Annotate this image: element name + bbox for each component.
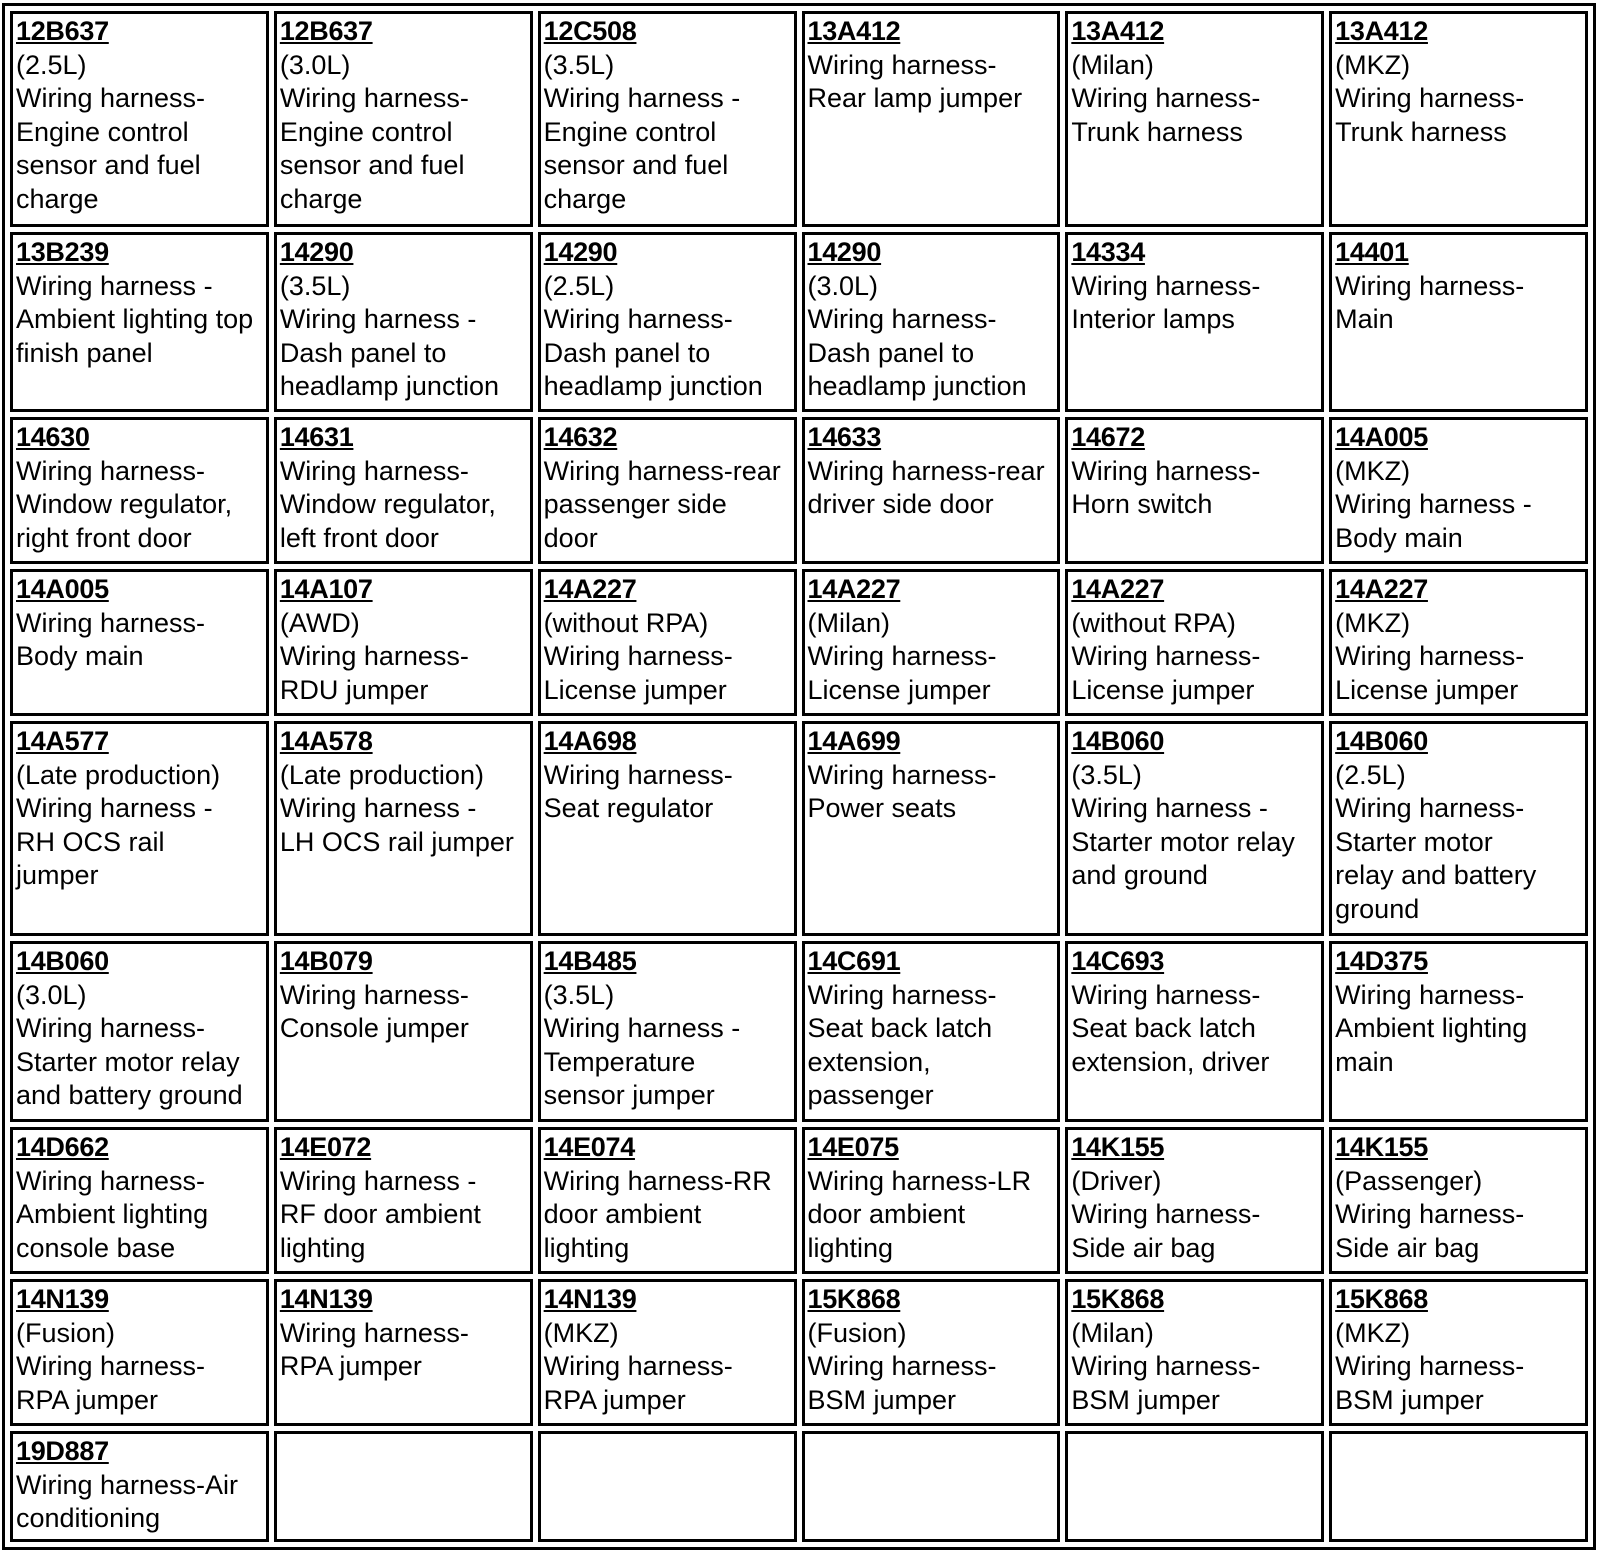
part-description-line: Wiring harness-Air	[16, 1469, 239, 1500]
part-description-line: Window regulator,	[279, 489, 496, 519]
table-cell	[1065, 417, 1324, 564]
part-description-line: Wiring harness -	[1071, 793, 1268, 823]
table-cell	[802, 569, 1061, 716]
part-number-link[interactable]: 14D375	[1335, 946, 1428, 976]
part-description-line: Wiring harness-	[807, 979, 997, 1010]
part-description-line: lighting	[543, 1232, 630, 1263]
table-cell	[10, 11, 269, 227]
part-description-line: Wiring harness-	[1071, 270, 1261, 301]
part-description-line: finish panel	[16, 337, 153, 368]
part-description-line: Power seats	[807, 793, 957, 823]
part-number-link[interactable]: 14A699	[807, 726, 901, 756]
part-description-line: ground	[1335, 893, 1420, 924]
empty-table-cell	[1329, 1431, 1588, 1542]
part-description-line: and battery ground	[16, 1080, 243, 1110]
part-number-link[interactable]: 15K868	[807, 1284, 901, 1314]
part-description-line: Ambient lighting top	[16, 304, 254, 334]
table-cell	[10, 417, 269, 564]
part-number-link[interactable]: 14A005	[16, 574, 109, 604]
part-description-line: Body main	[16, 641, 144, 671]
part-number-link[interactable]: 14A227	[807, 574, 901, 604]
part-description-line: Wiring harness -	[279, 793, 477, 823]
part-description-line: (3.5L)	[1071, 759, 1142, 790]
part-description-line: Wiring harness-	[279, 83, 469, 113]
part-description-line: Wiring harness-	[1071, 1199, 1261, 1229]
part-description-line: Wiring harness -	[16, 793, 213, 823]
table-cell	[1329, 417, 1588, 564]
part-description-line: and ground	[1071, 860, 1208, 890]
table-cell	[274, 721, 533, 936]
part-description-line: (without RPA)	[543, 607, 709, 638]
part-description-line: BSM jumper	[807, 1384, 957, 1415]
part-description-line: Wiring harness-	[807, 759, 997, 790]
part-description-line: RF door ambient	[279, 1199, 481, 1229]
part-description-line: Wiring harness -	[279, 304, 477, 334]
part-description-line: BSM jumper	[1335, 1384, 1484, 1415]
part-description-line: Wiring harness-	[279, 979, 469, 1010]
table-cell	[10, 232, 269, 412]
part-number-link[interactable]: 14A698	[543, 726, 637, 756]
part-description-line: Engine control	[543, 116, 717, 147]
part-number-link[interactable]: 14A107	[279, 574, 373, 604]
part-description-line: headlamp junction	[279, 371, 499, 401]
part-number-link[interactable]: 14K155	[1335, 1132, 1428, 1162]
part-description-line: RPA jumper	[16, 1384, 159, 1415]
part-description-line: sensor jumper	[543, 1080, 715, 1110]
table-cell	[802, 417, 1061, 564]
table-cell	[274, 417, 533, 564]
part-description-line: (without RPA)	[1071, 607, 1236, 638]
table-cell	[538, 941, 797, 1122]
part-number-link[interactable]: 13A412	[807, 16, 901, 46]
part-description-line: Ambient lighting	[1335, 1013, 1528, 1043]
part-description-line: Side air bag	[1071, 1232, 1216, 1263]
part-description-line: (MKZ)	[1335, 1317, 1411, 1348]
part-number-link[interactable]: 14290	[543, 237, 618, 267]
part-description-line: Wiring harness-	[16, 1351, 206, 1381]
part-description-line: (Passenger)	[1335, 1165, 1483, 1196]
part-description-line: Wiring harness-	[1335, 83, 1525, 113]
table-cell	[10, 941, 269, 1122]
part-description-line: Rear lamp jumper	[807, 83, 1023, 113]
part-description-line: Wiring harness-RR	[543, 1165, 772, 1196]
part-description-line: Wiring harness-rear	[807, 455, 1045, 486]
part-description-line: Wiring harness -	[543, 83, 741, 113]
part-description-line: Wiring harness-rear	[543, 455, 781, 486]
table-cell	[538, 417, 797, 564]
table-cell	[1065, 1279, 1324, 1426]
table-cell	[1065, 1127, 1324, 1274]
part-description-line: (3.0L)	[807, 270, 879, 301]
part-description-line: (Late production)	[16, 759, 221, 790]
table-cell	[802, 232, 1061, 412]
part-description-line: Seat back latch	[1071, 1013, 1256, 1043]
table-cell	[10, 569, 269, 716]
part-description-line: charge	[16, 183, 99, 214]
empty-table-cell	[274, 1431, 533, 1542]
part-description-line: Trunk harness	[1335, 116, 1507, 147]
part-description-line: door	[543, 522, 598, 553]
part-description-line: jumper	[16, 860, 99, 890]
part-description-line: Wiring harness-	[1071, 641, 1261, 671]
part-description-line: (MKZ)	[1335, 455, 1411, 486]
table-cell	[274, 1127, 533, 1274]
part-description-line: RH OCS rail	[16, 826, 165, 857]
part-number-link[interactable]: 14A578	[279, 726, 373, 756]
part-description-line: Wiring harness -	[1335, 489, 1532, 519]
part-description-line: conditioning	[16, 1503, 161, 1533]
table-cell	[538, 1279, 797, 1426]
table-cell	[1329, 569, 1588, 716]
part-description-line: Wiring harness-	[543, 759, 733, 790]
part-description-line: (2.5L)	[16, 49, 87, 80]
part-description-line: LH OCS rail jumper	[279, 826, 514, 857]
table-cell	[274, 11, 533, 227]
part-description-line: Dash panel to	[279, 337, 447, 368]
part-description-line: (Milan)	[807, 607, 891, 638]
part-description-line: Wiring harness -	[543, 1013, 741, 1043]
table-cell	[1329, 11, 1588, 227]
table-cell	[1329, 941, 1588, 1122]
table-cell	[538, 569, 797, 716]
part-description-line: Wiring harness-LR	[807, 1165, 1032, 1196]
part-description-line: Wiring harness-	[1071, 83, 1261, 113]
part-description-line: Wiring harness-	[1335, 979, 1525, 1010]
part-description-line: Ambient lighting	[16, 1199, 209, 1229]
table-cell	[274, 569, 533, 716]
part-description-line: Wiring harness-	[279, 641, 469, 671]
part-description-line: Starter motor relay	[16, 1046, 240, 1077]
part-description-line: (Late production)	[279, 759, 484, 790]
part-description-line: relay and battery	[1335, 860, 1537, 890]
table-cell	[1065, 941, 1324, 1122]
table-cell	[1329, 721, 1588, 936]
part-description-line: Wiring harness-	[279, 1317, 469, 1348]
part-description-line: console base	[16, 1232, 176, 1263]
part-description-line: Wiring harness-	[1071, 455, 1261, 486]
part-description-line: (MKZ)	[543, 1317, 619, 1348]
table-cell	[274, 941, 533, 1122]
part-description-line: (3.0L)	[16, 979, 87, 1010]
part-description-line: charge	[543, 183, 627, 214]
part-number-link[interactable]: 14290	[807, 237, 882, 267]
part-description-line: lighting	[279, 1232, 366, 1263]
part-number-link[interactable]: 14A577	[16, 726, 109, 756]
table-cell	[10, 1127, 269, 1274]
part-description-line: Wiring harness-	[16, 83, 206, 113]
part-number-link[interactable]: 14401	[1335, 237, 1409, 267]
empty-table-cell	[802, 1431, 1061, 1542]
part-description-line: Wiring harness-	[1335, 793, 1525, 823]
part-description-line: Dash panel to	[543, 337, 711, 368]
empty-table-cell	[538, 1431, 797, 1542]
part-number-link[interactable]: 14633	[807, 422, 882, 452]
part-description-line: Wiring harness-	[16, 455, 206, 486]
part-description-line: Horn switch	[1071, 489, 1213, 519]
part-description-line: charge	[279, 183, 363, 214]
part-description-line: sensor and fuel	[16, 150, 201, 180]
part-description-line: Body main	[1335, 522, 1463, 553]
part-description-line: Temperature	[543, 1046, 696, 1077]
part-description-line: Wiring harness-	[16, 1165, 206, 1196]
part-description-line: headlamp junction	[543, 371, 763, 401]
part-description-line: Wiring harness -	[279, 1165, 477, 1196]
part-description-line: main	[1335, 1046, 1394, 1077]
part-description-line: Interior lamps	[1071, 304, 1235, 334]
part-number-link[interactable]: 12C508	[543, 16, 637, 46]
part-number-link[interactable]: 15K868	[1071, 1284, 1165, 1314]
part-description-line: (3.0L)	[279, 49, 351, 80]
part-number-link[interactable]: 14B485	[543, 946, 637, 976]
part-description-line: Engine control	[279, 116, 453, 147]
part-number-link[interactable]: 14D662	[16, 1132, 109, 1162]
part-number-link[interactable]: 13A412	[1335, 16, 1428, 46]
part-number-link[interactable]: 14E075	[807, 1132, 899, 1162]
table-cell	[1065, 232, 1324, 412]
part-description-line: (2.5L)	[1335, 759, 1406, 790]
part-number-link[interactable]: 14B060	[1071, 726, 1165, 756]
table-cell	[1329, 1279, 1588, 1426]
part-number-link[interactable]: 14672	[1071, 422, 1145, 452]
part-description-line: extension, driver	[1071, 1046, 1270, 1077]
part-description-line: (Driver)	[1071, 1165, 1162, 1196]
table-cell	[538, 721, 797, 936]
part-number-link[interactable]: 13A412	[1071, 16, 1165, 46]
part-description-line: Wiring harness-	[807, 49, 997, 80]
part-description-line: Dash panel to	[807, 337, 975, 368]
table-cell	[1065, 721, 1324, 936]
part-description-line: Wiring harness-	[16, 1013, 206, 1043]
part-description-line: door ambient	[807, 1199, 966, 1229]
part-number-link[interactable]: 14631	[279, 422, 354, 452]
part-description-line: License jumper	[807, 674, 991, 705]
part-description-line: (3.5L)	[543, 979, 615, 1010]
part-description-line: Wiring harness-	[1335, 1199, 1525, 1229]
part-description-line: Window regulator,	[16, 489, 233, 519]
part-description-line: License jumper	[1071, 674, 1255, 705]
part-number-link[interactable]: 14K155	[1071, 1132, 1165, 1162]
part-description-line: left front door	[279, 522, 439, 553]
part-number-link[interactable]: 14N139	[16, 1284, 109, 1314]
part-description-line: Wiring harness-	[1335, 270, 1525, 301]
part-number-link[interactable]: 14B060	[16, 946, 109, 976]
part-description-line: door ambient	[543, 1199, 702, 1229]
part-number-link[interactable]: 14N139	[279, 1284, 373, 1314]
table-cell	[802, 1127, 1061, 1274]
part-number-link[interactable]: 14632	[543, 422, 618, 452]
part-description-line: Wiring harness-	[1335, 1351, 1525, 1381]
table-cell	[1329, 1127, 1588, 1274]
part-description-line: extension,	[807, 1046, 931, 1077]
part-number-link[interactable]: 14A227	[543, 574, 637, 604]
part-description-line: (AWD)	[279, 607, 360, 638]
part-description-line: RPA jumper	[279, 1351, 422, 1381]
part-number-link[interactable]: 14C693	[1071, 946, 1165, 976]
table-cell	[538, 232, 797, 412]
part-description-line: passenger	[807, 1080, 934, 1110]
part-description-line: Wiring harness-	[543, 641, 733, 671]
table-cell	[1065, 11, 1324, 227]
table-cell	[802, 941, 1061, 1122]
part-description-line: sensor and fuel	[279, 150, 465, 180]
part-number-link[interactable]: 14290	[279, 237, 354, 267]
part-description-line: Main	[1335, 304, 1394, 334]
part-description-line: Seat back latch	[807, 1013, 993, 1043]
part-description-line: (MKZ)	[1335, 49, 1411, 80]
part-number-link[interactable]: 14334	[1071, 237, 1145, 267]
part-description-line: Trunk harness	[1071, 116, 1243, 147]
table-cell	[10, 1279, 269, 1426]
part-description-line: Wiring harness-	[807, 641, 997, 671]
part-description-line: (Milan)	[1071, 1317, 1154, 1348]
part-number-link[interactable]: 13B239	[16, 237, 109, 267]
part-description-line: Wiring harness-	[807, 1351, 997, 1381]
part-description-line: Starter motor relay	[1071, 826, 1295, 857]
part-description-line: Seat regulator	[543, 793, 714, 823]
part-description-line: Wiring harness -	[16, 270, 213, 301]
table-cell	[10, 1431, 269, 1542]
part-number-link[interactable]: 14A227	[1335, 574, 1428, 604]
part-description-line: sensor and fuel	[543, 150, 729, 180]
table-cell	[538, 11, 797, 227]
part-description-line: (3.5L)	[543, 49, 615, 80]
table-cell	[1329, 232, 1588, 412]
table-cell	[274, 232, 533, 412]
part-description-line: Wiring harness-	[1071, 979, 1261, 1010]
part-description-line: lighting	[807, 1232, 894, 1263]
part-description-line: Console jumper	[279, 1013, 469, 1043]
part-description-line: (Fusion)	[807, 1317, 907, 1348]
table-cell	[538, 1127, 797, 1274]
part-description-line: Starter motor	[1335, 826, 1493, 857]
part-description-line: BSM jumper	[1071, 1384, 1220, 1415]
table-cell	[1065, 569, 1324, 716]
part-number-link[interactable]: 15K868	[1335, 1284, 1428, 1314]
part-description-line: passenger side	[543, 489, 727, 519]
part-number-link[interactable]: 19D887	[16, 1436, 109, 1466]
part-description-line: Wiring harness-	[543, 304, 733, 334]
part-description-line: Side air bag	[1335, 1232, 1480, 1263]
table-cell	[802, 721, 1061, 936]
part-description-line: Engine control	[16, 116, 189, 147]
empty-table-cell	[1065, 1431, 1324, 1542]
part-number-link[interactable]: 14E074	[543, 1132, 635, 1162]
part-number-link[interactable]: 14E072	[279, 1132, 372, 1162]
part-number-link[interactable]: 14A005	[1335, 422, 1428, 452]
table-cell	[274, 1279, 533, 1426]
table-cell	[10, 721, 269, 936]
part-description-line: Wiring harness-	[1071, 1351, 1261, 1381]
part-description-line: Wiring harness-	[1335, 641, 1525, 671]
part-number-link[interactable]: 14A227	[1071, 574, 1165, 604]
part-number-link[interactable]: 14C691	[807, 946, 901, 976]
part-number-link[interactable]: 14B079	[279, 946, 373, 976]
part-description-line: (Fusion)	[16, 1317, 116, 1348]
part-description-line: License jumper	[543, 674, 727, 705]
part-description-line: Wiring harness-	[543, 1351, 733, 1381]
part-number-link[interactable]: 14630	[16, 422, 90, 452]
part-description-line: (3.5L)	[279, 270, 351, 301]
part-description-line: (MKZ)	[1335, 607, 1411, 638]
part-description-line: right front door	[16, 522, 192, 553]
part-description-line: headlamp junction	[807, 371, 1027, 401]
part-description-line: driver side door	[807, 489, 994, 519]
table-cell	[802, 1279, 1061, 1426]
part-description-line: Wiring harness-	[16, 607, 206, 638]
part-description-line: (Milan)	[1071, 49, 1154, 80]
part-description-line: RDU jumper	[279, 674, 429, 705]
part-number-link[interactable]: 12B637	[16, 16, 109, 46]
part-description-line: (2.5L)	[543, 270, 615, 301]
part-number-link[interactable]: 14N139	[543, 1284, 637, 1314]
part-description-line: License jumper	[1335, 674, 1519, 705]
part-description-line: Wiring harness-	[279, 455, 469, 486]
part-number-table	[2, 3, 1596, 1550]
part-description-line: RPA jumper	[543, 1384, 686, 1415]
part-description-line: Wiring harness-	[807, 304, 997, 334]
part-number-link[interactable]: 12B637	[279, 16, 373, 46]
part-number-link[interactable]: 14B060	[1335, 726, 1428, 756]
table-cell	[802, 11, 1061, 227]
